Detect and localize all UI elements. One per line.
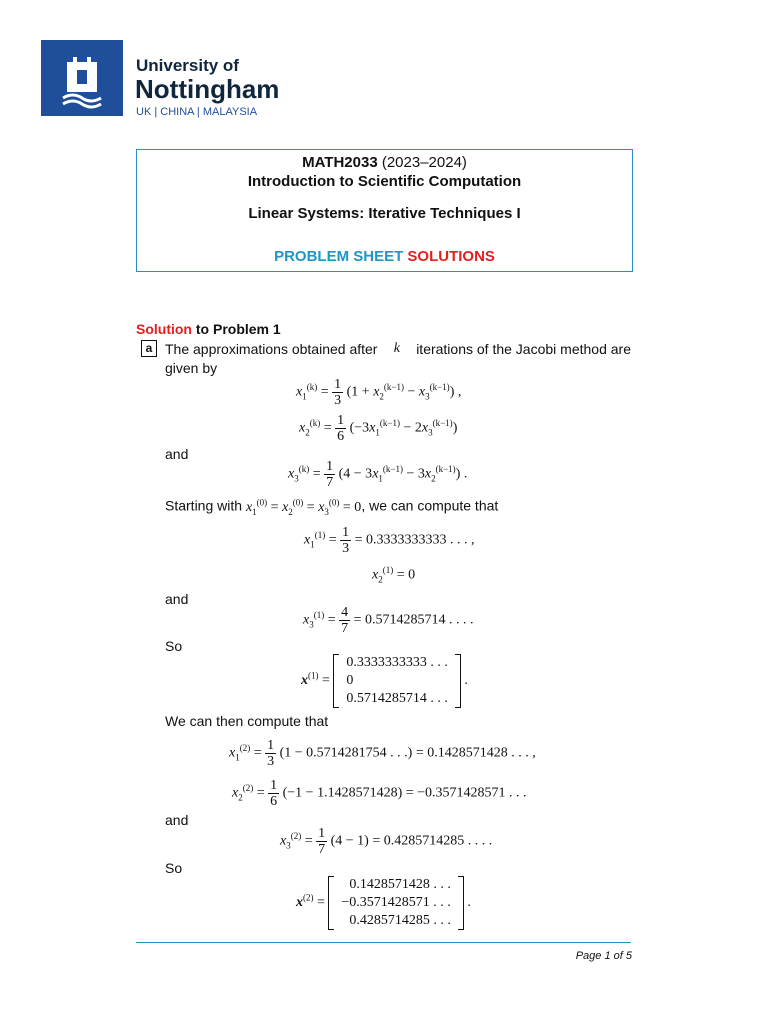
sheet-label [137,248,632,265]
and-1: and [165,446,189,462]
x1-2-value: (1 − 0.5714281754 . . .) = 0.1428571428 . . . , [279,745,536,761]
starting-line: Starting with $x_1^{(0)} = x_2^{(0)} = x_3^{(0)} = 0$, we can compute that [165,497,499,517]
starting-text: Starting with [165,497,243,514]
vec2-row1: 0.1428571428 . . . [349,877,451,892]
logo-line1: University of [136,56,239,75]
vec2-row2: −0.3571428571 . . . [341,895,451,910]
page-number: Page 1 of 5 [575,950,632,962]
castle-icon [41,40,123,116]
vector-x2: $x^{(2)}$ = 0.1428571428 . . . −0.3571428571 . . . 0.4285714285 . . . . [296,877,471,928]
eq-jacobi-x3: $x_3^{(k)}$ = $\frac{1}{7}$ $(4 - 3x_1^{(k-1)} - 3x_2^{(k-1)})$ . [288,459,468,490]
so-2: So [165,860,183,876]
we-can-line: We can then compute that [165,713,329,729]
eq-x3-2: $x_3^{(2)}$ = $\frac{1}{7}$ (4 − 1) = 0.4285714285 . . . . [280,826,493,857]
and-3: and [165,812,189,828]
vector-x1-matrix [333,654,461,708]
vec1-row2: 0 [346,673,354,688]
x3-2-value: (4 − 1) = 0.4285714285 . . . . [330,833,493,849]
eq-x3-1: $x_3^{(1)}$ = $\frac{4}{7}$ = 0.5714285714 . . . . [303,605,474,636]
footer-rule [136,942,631,943]
x3-1-value: = 0.5714285714 . . . . [353,612,474,628]
intro-1: The approximations obtained after [165,341,378,357]
eq-x1-1: $x_1^{(1)}$ = $\frac{1}{3}$ = 0.3333333333 . . . , [304,525,475,556]
vec1-row1: 0.3333333333 . . . [346,655,448,670]
intro-1b: iterations of the Jacobi method are [416,341,631,357]
eq-jacobi-x1: $x_1^{(k)}$ = $\frac{1}{3}$ $(1 + x_2^{(k-1)} - x_3^{(k-1)})$ , [296,377,462,408]
starting-tail: , we can compute that [361,497,499,514]
sheet-label-main: PROBLEM SHEET [274,248,404,265]
vec1-row3: 0.5714285714 . . . [346,691,448,706]
topic-title: Linear Systems: Iterative Techniques I [248,205,521,222]
eq-x2-1: $x_2^{(1)} = 0$ [372,565,416,585]
vec2-row3: 0.4285714285 . . . [349,913,451,928]
logo-line2: Nottingham [135,74,280,104]
so-1: So [165,638,183,654]
eq-x1-2: $x_1^{(2)}$ = $\frac{1}{3}$ (1 − 0.5714281754 . . .) = 0.1428571428 . . . , [229,738,536,769]
intro-2: given by [165,360,218,376]
logo-subtitle: UK | CHINA | MALAYSIA [136,106,258,118]
solution-problem: to Problem 1 [192,321,281,337]
part-a-box: a [141,340,157,357]
university-logo-crest [41,40,123,116]
intro-k: k [393,341,400,356]
intro-text [165,341,631,376]
vector-x2-matrix [328,876,463,930]
x2-2-value: (−1 − 1.1428571428) = −0.3571428571 . . . [282,785,527,801]
solution-label: Solution [136,321,192,337]
x1-1-value: = 0.3333333333 . . . , [354,532,475,548]
vector-x1: $x^{(1)}$ = 0.3333333333 . . . 0 0.5714285714 . . . . [301,655,468,706]
x2-1-value: = 0 [396,567,416,583]
solution-heading [136,321,281,337]
and-2: and [165,591,189,607]
course-line [137,154,632,171]
course-code: MATH2033 [302,154,378,171]
sheet-label-solutions: SOLUTIONS [407,248,495,265]
eq-x2-2: $x_2^{(2)}$ = $\frac{1}{6}$ (−1 − 1.1428571428) = −0.3571428571 . . . [232,778,527,809]
title-box [136,149,633,272]
course-years: (2023–2024) [381,154,467,171]
eq-jacobi-x2: $x_2^{(k)}$ = $\frac{1}{6}$ $(-3x_1^{(k-1)} - 2x_3^{(k-1)})$ [299,413,458,444]
course-title: Introduction to Scientific Computation [247,173,522,190]
